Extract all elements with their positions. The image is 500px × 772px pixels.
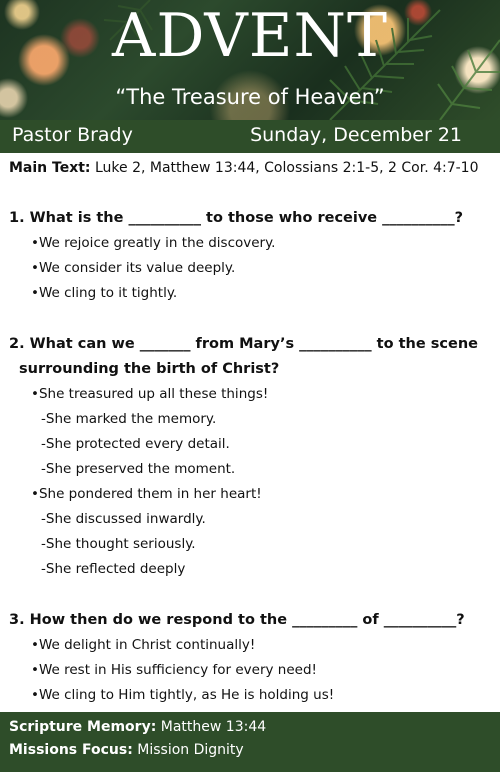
pastor-name: Pastor Brady	[12, 124, 133, 146]
sub-list-item: -She preserved the moment.	[41, 461, 236, 477]
question-2-line-2: surrounding the birth of Christ?	[19, 361, 280, 377]
list-item: •We cling to it tightly.	[31, 285, 178, 301]
sermon-date: Sunday, December 21	[250, 124, 462, 146]
sermon-subtitle: “The Treasure of Heaven”	[115, 85, 385, 109]
missions-focus-value: Mission Dignity	[137, 742, 244, 758]
sub-list-item: -She thought seriously.	[41, 536, 196, 552]
pastor-date-bar	[0, 120, 500, 153]
list-item: •She pondered them in her heart!	[31, 486, 262, 502]
scripture-memory-label: Scripture Memory:	[9, 719, 157, 735]
main-text-value: Luke 2, Matthew 13:44, Colossians 2:1-5, 2 Cor. 4:7-10	[94, 160, 479, 176]
question-1: 1. What is the __________ to those who receive __________?	[9, 210, 464, 226]
header-banner	[0, 0, 500, 120]
sermon-notes	[9, 206, 495, 708]
footer-bar	[0, 712, 500, 772]
list-item: •We consider its value deeply.	[31, 260, 236, 276]
question-2-line-1: 2. What can we _______ from Mary’s __________ to the scene	[9, 336, 478, 352]
scripture-memory-line	[9, 719, 266, 735]
question-3: 3. How then do we respond to the _________ of __________?	[9, 612, 465, 628]
main-text-label: Main Text:	[9, 160, 91, 176]
missions-focus-label: Missions Focus:	[9, 742, 133, 758]
sub-list-item: -She reflected deeply	[41, 561, 186, 577]
list-item: •We cling to Him tightly, as He is holding us!	[31, 687, 335, 703]
list-item: •She treasured up all these things!	[31, 386, 269, 402]
missions-focus-line	[9, 742, 244, 758]
sub-list-item: -She protected every detail.	[41, 436, 230, 452]
sub-list-item: -She discussed inwardly.	[41, 511, 206, 527]
page-title: ADVENT	[111, 1, 389, 71]
sub-list-item: -She marked the memory.	[41, 411, 217, 427]
list-item: •We rejoice greatly in the discovery.	[31, 235, 276, 251]
list-item: •We delight in Christ continually!	[31, 637, 256, 653]
list-item: •We rest in His sufficiency for every need!	[31, 662, 317, 678]
scripture-memory-value: Matthew 13:44	[160, 719, 267, 735]
main-text-line	[9, 160, 479, 176]
